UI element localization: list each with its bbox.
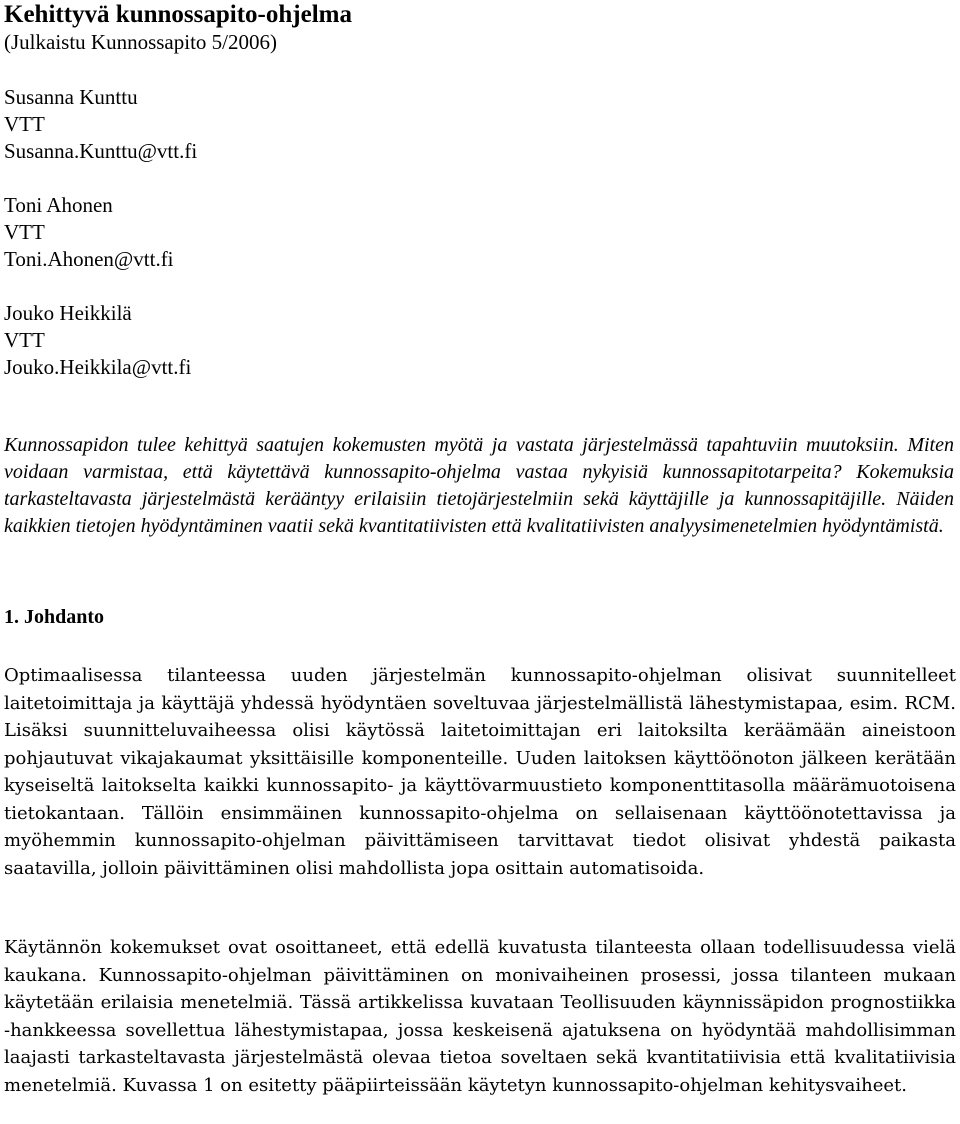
section-heading: 1. Johdanto: [4, 606, 105, 628]
publication-note: (Julkaistu Kunnossapito 5/2006): [4, 30, 277, 54]
author-block: [4, 300, 191, 381]
document-title: Kehittyvä kunnossapito-ohjelma: [4, 1, 352, 28]
author-organization: VTT: [4, 328, 45, 352]
author-email: Toni.Ahonen@vtt.fi: [4, 247, 174, 271]
author-block: [4, 192, 174, 273]
author-organization: VTT: [4, 112, 45, 136]
author-name: Jouko Heikkilä: [4, 301, 132, 325]
body-paragraph: Käytännön kokemukset ovat osoittaneet, että edellä kuvatusta tilanteesta ollaan todellisuudessa vielä kaukana. Kunnossapito-ohjelman päivittäminen on monivaiheinen prosessi, jossa tilanteen mukaan käytetään erilaisia menetelmiä. Tässä artikkelissa kuvataan Teollisuuden käynnissäpidon prognostiikka -hankkeessa sovellettua lähestymistapaa, jossa keskeisenä ajatuksena on hyödyntää mahdollisimman laajasti tarkasteltavasta järjestelmästä olevaa tietoa soveltaen sekä kvantitatiivisia että kvalitatiivisia menetelmiä. Kuvassa 1 on esitetty pääpiirteissään käytetyn kunnossapito-ohjelman kehitysvaiheet.: [4, 937, 956, 1096]
author-name: Susanna Kunttu: [4, 85, 138, 109]
author-email: Jouko.Heikkila@vtt.fi: [4, 355, 192, 379]
author-email: Susanna.Kunttu@vtt.fi: [4, 139, 198, 163]
author-block: [4, 84, 197, 165]
author-name: Toni Ahonen: [4, 193, 113, 217]
abstract: Kunnossapidon tulee kehittyä saatujen kokemusten myötä ja vastata järjestelmässä tapahtuviin muutoksiin. Miten voidaan varmistaa, että käytettävä kunnossapito-ohjelma vastaa nykyisiä kunnossapitotarpeita? Kokemuksia tarkasteltavasta järjestelmästä kerääntyy erilaisiin tietojärjestelmiin sekä käyttäjille ja kunnossapitäjille. Näiden kaikkien tietojen hyödyntäminen vaatii sekä kvantitatiivisten että kvalitatiivisten analyysimenetelmien hyödyntämistä.: [4, 434, 954, 537]
author-organization: VTT: [4, 220, 45, 244]
body-paragraph: Optimaalisessa tilanteessa uuden järjestelmän kunnossapito-ohjelman olisivat suunnitelleet laitetoimittaja ja käyttäjä yhdessä hyödyntäen soveltuvaa järjestelmällistä lähestymistapaa, esim. RCM. Lisäksi suunnitteluvaiheessa olisi käytössä laitetoimittajan eri laitoksilta keräämään aineistoon pohjautuvat vikajakaumat yksittäisille komponenteille. Uuden laitoksen käyttöönoton jälkeen kerätään kyseiseltä laitokselta kaikki kunnossapito- ja käyttövarmuustieto komponenttitasolla määrämuotoisena tietokantaan. Tällöin ensimmäinen kunnossapito-ohjelma on sellaisenaan käyttöönotettavissa ja myöhemmin kunnossapito-ohjelman päivittämiseen tarvittavat tiedot olisivat yhdestä paikasta saatavilla, jolloin päivittäminen olisi mahdollista jopa osittain automatisoida.: [4, 665, 956, 879]
